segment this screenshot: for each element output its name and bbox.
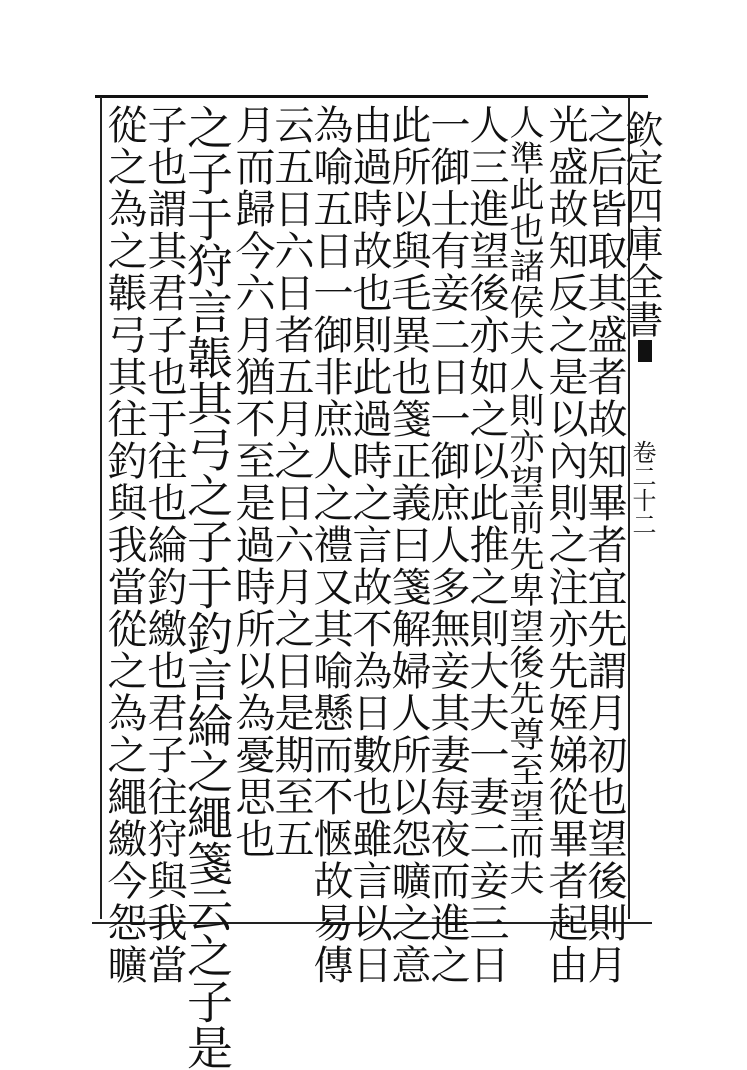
margin-fishtail-mark [638, 340, 652, 362]
text-column-13: 從之為之韔弓其往釣與我當從之為之繩繳今怨曠 [101, 104, 147, 986]
margin-book-title: 欽定四庫全書 [619, 110, 663, 338]
text-column-12: 子也謂其君子也于往也綸釣繳也君子往狩與我當 [141, 104, 187, 986]
text-column-5: 一御士有妾二日一御庶人多無妾其妻每夜而進之 [424, 104, 470, 986]
page-frame-top [95, 95, 648, 98]
text-column-4: 人三進望後亦如之以此推之則大夫一妻二妾三日 [463, 104, 509, 986]
text-column-7: 由過時故也則此過時之言故不為日數也雖言以日 [346, 104, 392, 986]
margin-juan-number: 卷二十二 [628, 440, 656, 536]
text-column-2: 光盛故知反之是以內則之注亦先姪娣從畢者起由 [542, 104, 588, 986]
text-column-9: 云五日六日者五月之日六月之日是期至五 [268, 104, 314, 860]
text-column-3: 人準此也諸侯夫人則亦望前先卑望後先尊至望而夫 [504, 104, 544, 896]
text-column-11: 之子于狩言韔其弓之子于釣言綸之繩箋云之子是 [180, 104, 234, 1070]
text-column-1: 之后皆取其盛者故知畢者宜先謂月初也望後則月 [581, 104, 627, 986]
text-column-10: 月而歸今六月猶不至是過時所以為憂思也 [229, 104, 275, 860]
text-column-8: 為喻五日一御非庶人之禮又其喻懸而不愜故易傳 [307, 104, 353, 986]
text-column-6: 此所以與毛異也箋正義曰箋解婦人所以怨曠之意 [385, 104, 431, 986]
